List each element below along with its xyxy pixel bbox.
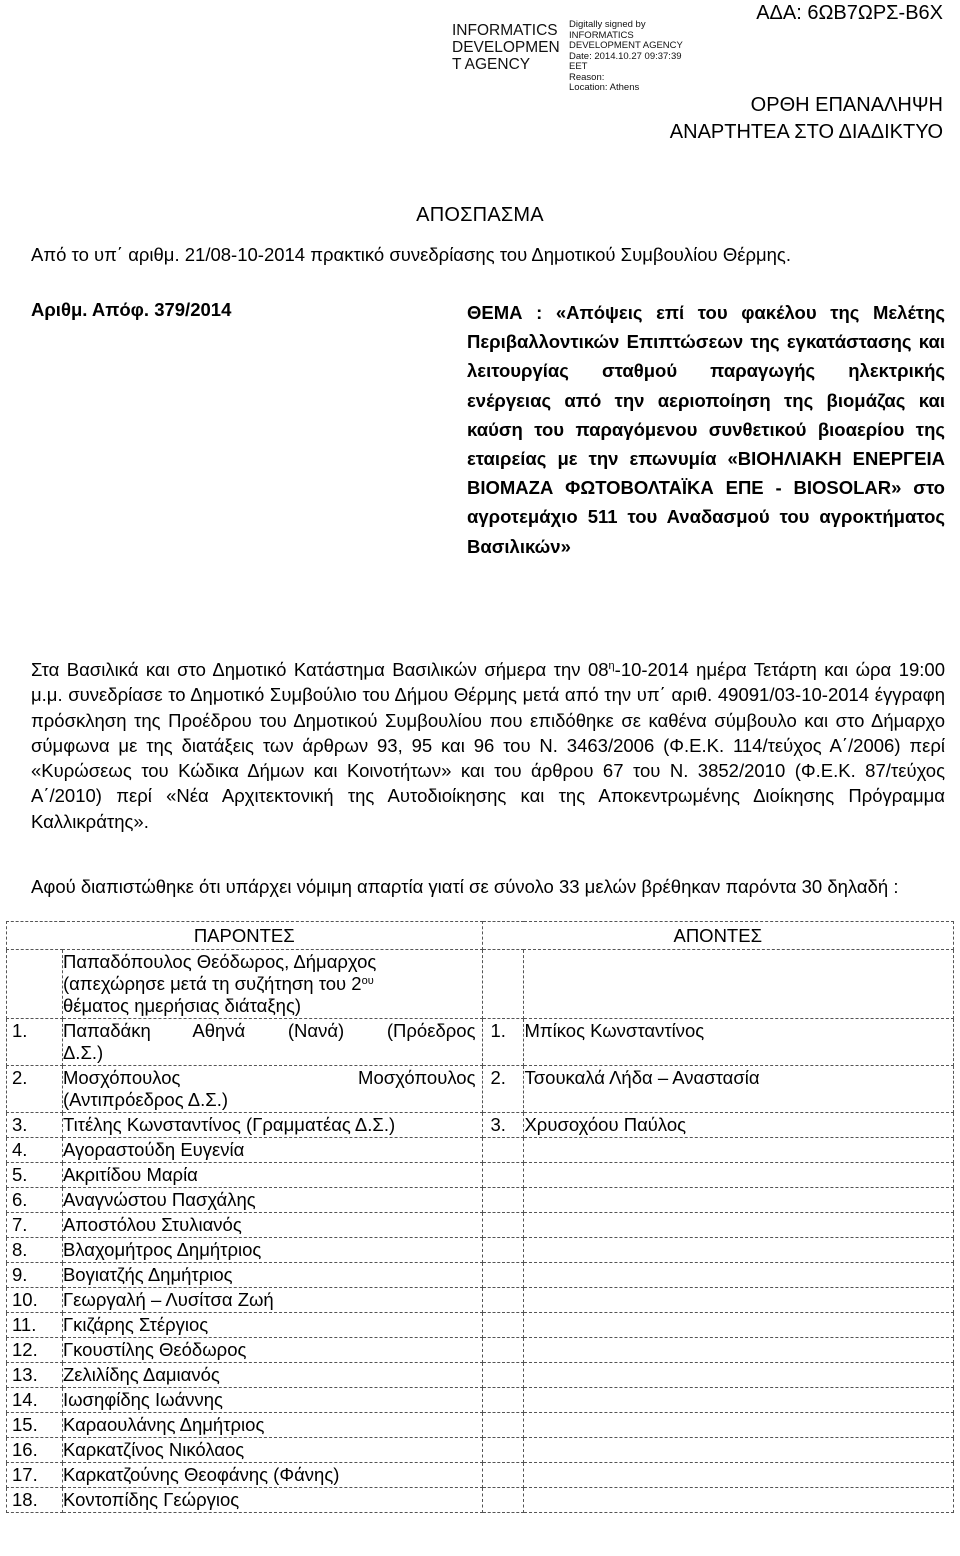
absent-name xyxy=(524,1363,954,1388)
absent-number xyxy=(482,1238,524,1263)
signature-detail-line: Reason: xyxy=(569,71,605,83)
source-minutes-line: Από το υπ΄ αριθμ. 21/08-10-2014 πρακτικό συνεδρίασης του Δημοτικού Συμβουλίου Θέρμης. xyxy=(31,244,791,265)
table-row xyxy=(7,1438,954,1463)
absent-name: Μπίκος Κωνσταντίνος xyxy=(524,1019,954,1066)
table-row xyxy=(7,1138,954,1163)
signature-detail-line: Digitally signed by xyxy=(569,19,646,30)
decision-number: Αριθμ. Απόφ. 379/2014 xyxy=(31,299,232,320)
present-name xyxy=(62,1066,482,1113)
quorum-paragraph: Αφού διαπιστώθηκε ότι υπάρχει νόμιμη απαρτία γιατί σε σύνολο 33 μελών βρέθηκαν παρόντα 30 δηλαδή : xyxy=(31,876,899,897)
present-number: 10. xyxy=(7,1288,63,1313)
mayor-name: Παπαδόπουλος Θεόδωρος, Δήμαρχος xyxy=(62,951,377,972)
signature-detail-line: DEVELOPMENT AGENCY xyxy=(569,40,683,51)
signature-detail-line: Date: 2014.10.27 09:37:39 xyxy=(569,50,682,62)
present-name-line: Ακριτίδου Μαρία xyxy=(62,1164,198,1185)
attendance-table xyxy=(6,921,954,1513)
mayor-row xyxy=(7,950,954,1019)
mayor-note-text: (απεχώρησε μετά τη συζήτηση του 2 xyxy=(62,973,362,994)
present-name xyxy=(62,1113,482,1138)
present-number: 15. xyxy=(7,1413,63,1438)
present-name-line: Γκιζάρης Στέργιος xyxy=(62,1314,209,1335)
present-name xyxy=(62,1288,482,1313)
digital-signature-block xyxy=(452,16,712,94)
absent-name xyxy=(524,1463,954,1488)
present-number: 18. xyxy=(7,1488,63,1513)
absent-name xyxy=(524,1188,954,1213)
ada-code: ΑΔΑ: 6ΩΒ7ΩΡΣ-Β6Χ xyxy=(756,2,943,24)
absent-name: Τσουκαλά Λήδα – Αναστασία xyxy=(524,1066,954,1113)
absent-number xyxy=(482,1438,524,1463)
table-row xyxy=(7,1213,954,1238)
present-name xyxy=(62,1313,482,1338)
present-name xyxy=(62,1213,482,1238)
present-name-line: Ιωσηφίδης Ιωάννης xyxy=(62,1389,223,1410)
present-name-line: Καρκατζούνης Θεοφάνης (Φάνης) xyxy=(62,1464,340,1485)
present-name xyxy=(62,1138,482,1163)
absent-name xyxy=(524,1138,954,1163)
present-name xyxy=(62,1438,482,1463)
present-name xyxy=(62,1263,482,1288)
table-row xyxy=(7,1288,954,1313)
absent-number xyxy=(482,1388,524,1413)
table-row xyxy=(7,1338,954,1363)
absent-name xyxy=(524,1263,954,1288)
signature-organization xyxy=(452,22,560,73)
absent-number xyxy=(482,1288,524,1313)
table-row xyxy=(7,1163,954,1188)
present-name-line: Αποστόλου Στυλιανός xyxy=(62,1214,242,1235)
signature-org-line: DEVELOPMEN xyxy=(452,39,560,56)
correction-notice-line2: ΑΝΑΡΤΗΤΕΑ ΣΤΟ ΔΙΑΔΙΚΤΥΟ xyxy=(669,121,943,143)
present-number: 14. xyxy=(7,1388,63,1413)
absent-name xyxy=(524,1288,954,1313)
present-name-line: (Αντιπρόεδρος Δ.Σ.) xyxy=(62,1089,228,1110)
absent-number: 2. xyxy=(482,1066,524,1113)
table-row xyxy=(7,1388,954,1413)
present-number: 13. xyxy=(7,1363,63,1388)
present-name-line: Γκουστίλης Θεόδωρος xyxy=(62,1339,247,1360)
absent-name xyxy=(524,1338,954,1363)
present-name-line: Κοντοπίδης Γεώργιος xyxy=(62,1489,240,1510)
mayor-cell xyxy=(62,950,482,1019)
signature-org-line: T AGENCY xyxy=(452,56,531,73)
present-name xyxy=(62,1163,482,1188)
present-name-line: Ζελιλίδης Δαμιανός xyxy=(62,1364,220,1385)
session-paragraph xyxy=(31,657,945,834)
absent-name xyxy=(524,1238,954,1263)
present-name-line: Βογιατζής Δημήτριος xyxy=(62,1264,233,1285)
document-title: ΑΠΟΣΠΑΣΜΑ xyxy=(416,204,544,226)
signature-detail-line: Location: Athens xyxy=(569,82,640,93)
decision-subject: ΘΕΜΑ : «Απόψεις επί του φακέλου της Μελέτης Περιβαλλοντικών Επιπτώσεων της εγκατάστασης και λειτουργίας σταθμού παραγωγής ηλεκτρικής ενέργειας από την αεριοποίηση της βιομάζας και καύση του παραγόμενου συνθετικού βιοαερίου της εταιρείας με την επωνυμία «ΒΙΟΗΛΙΑΚΗ ΕΝΕΡΓΕΙΑ ΒΙΟΜΑΖΑ ΦΩΤΟΒΟΛΤΑΪΚΑ ΕΠΕ - BIOSOLAR» στο αγροτεμάχιο 511 του Αναδασμού του αγροκτήματος Βασιλικών» xyxy=(467,302,945,557)
absent-number xyxy=(482,1263,524,1288)
present-number: 7. xyxy=(7,1213,63,1238)
present-name xyxy=(62,1338,482,1363)
present-name-line: Δ.Σ.) xyxy=(62,1042,104,1063)
present-name xyxy=(62,1188,482,1213)
signature-details xyxy=(569,20,683,94)
present-number: 12. xyxy=(7,1338,63,1363)
signature-org-line: INFORMATICS xyxy=(452,22,558,39)
present-name xyxy=(62,1463,482,1488)
table-row xyxy=(7,1463,954,1488)
mayor-note-superscript: ου xyxy=(361,975,374,987)
absent-number: 3. xyxy=(482,1113,524,1138)
table-row xyxy=(7,1113,954,1138)
mayor-note-cont: θέματος ημερήσιας διάταξης) xyxy=(62,995,302,1016)
absent-number xyxy=(482,1413,524,1438)
absent-number xyxy=(482,1313,524,1338)
absent-name xyxy=(524,1388,954,1413)
present-name-line: Καρκατζίνος Νικόλαος xyxy=(62,1439,245,1460)
absent-number xyxy=(482,1338,524,1363)
present-name xyxy=(62,1413,482,1438)
absent-name xyxy=(524,1163,954,1188)
mayor-note xyxy=(63,973,476,995)
present-name xyxy=(62,1488,482,1513)
present-name-line: Βλαχομήτρος Δημήτριος xyxy=(62,1239,262,1260)
absent-name xyxy=(524,1313,954,1338)
absent-number xyxy=(482,1188,524,1213)
present-header: ΠΑΡΟΝΤΕΣ xyxy=(7,922,483,950)
correction-notice-line1: ΟΡΘΗ ΕΠΑΝΑΛΗΨΗ xyxy=(750,94,943,116)
present-name xyxy=(62,1238,482,1263)
attendance-header-row xyxy=(7,922,954,950)
table-row xyxy=(7,1313,954,1338)
present-name-line: Τιτέλης Κωνσταντίνος (Γραμματέας Δ.Σ.) xyxy=(62,1114,396,1135)
absent-number xyxy=(482,1163,524,1188)
present-name xyxy=(62,1363,482,1388)
signature-detail-line: INFORMATICS xyxy=(569,29,634,41)
absent-number xyxy=(482,1488,524,1513)
ordinal-superscript: η xyxy=(608,660,615,672)
absent-name xyxy=(524,1413,954,1438)
signature-detail-line: EET xyxy=(569,61,588,72)
absent-name xyxy=(524,1488,954,1513)
table-row xyxy=(7,1188,954,1213)
absent-name xyxy=(524,1213,954,1238)
table-row xyxy=(7,1413,954,1438)
absent-name: Χρυσοχόου Παύλος xyxy=(524,1113,954,1138)
present-number: 8. xyxy=(7,1238,63,1263)
present-name-line: Αναγνώστου Πασχάλης xyxy=(62,1189,256,1210)
absent-number: 1. xyxy=(482,1019,524,1066)
session-text-rest: -10-2014 ημέρα Τετάρτη και ώρα 19:00 μ.μ. συνεδρίασε το Δημοτικό Συμβούλιο του Δήμου Θέρμης μετά από την υπ΄ αριθ. 49091/03-10-2014 έγγραφη πρόσκληση της Προέδρου του Δημοτικού Συμβουλίου που επιδόθηκε σε καθένα σύμβουλο και στο Δήμαρχο σύμφωνα με της διατάξεις των άρθρων 93, 95 και 96 του Ν. 3463/2006 (Φ.Ε.Κ. 114/τεύχος Α΄/2006) περί «Κυρώσεως του Κώδικα Δήμων και Κοινοτήτων» και του άρθρου 67 του Ν. 3852/2010 (Φ.Ε.Κ. 87/τεύχος Α΄/2010) περί «Νέα Αρχιτεκτονική της Αυτοδιοίκησης και της Αποκεντρωμένης Διοίκησης Πρόγραμμα Καλλικράτης». xyxy=(31,659,945,832)
present-name-line: Μοσχόπουλος Μοσχόπουλος xyxy=(62,1067,476,1088)
table-row xyxy=(7,1363,954,1388)
session-text-start: Στα Βασιλικά και στο Δημοτικό Κατάστημα Βασιλικών σήμερα την 08 xyxy=(31,659,609,680)
present-number: 6. xyxy=(7,1188,63,1213)
present-name-line: Αγοραστούδη Ευγενία xyxy=(62,1139,245,1160)
present-name xyxy=(62,1019,482,1066)
table-row xyxy=(7,1488,954,1513)
present-number: 2. xyxy=(7,1066,63,1113)
present-number: 5. xyxy=(7,1163,63,1188)
table-row xyxy=(7,1019,954,1066)
absent-number xyxy=(482,1363,524,1388)
present-name-line: Παπαδάκη Αθηνά (Νανά) (Πρόεδρος xyxy=(62,1020,476,1041)
absent-number xyxy=(482,1138,524,1163)
present-number: 16. xyxy=(7,1438,63,1463)
present-number: 17. xyxy=(7,1463,63,1488)
table-row xyxy=(7,1066,954,1113)
present-number: 1. xyxy=(7,1019,63,1066)
absent-header: ΑΠΟΝΤΕΣ xyxy=(482,922,954,950)
present-number: 4. xyxy=(7,1138,63,1163)
table-row xyxy=(7,1238,954,1263)
absent-number xyxy=(482,1213,524,1238)
present-name-line: Γεωργαλή – Λυσίτσα Ζωή xyxy=(62,1289,274,1310)
present-name xyxy=(62,1388,482,1413)
absent-number xyxy=(482,1463,524,1488)
present-number: 3. xyxy=(7,1113,63,1138)
present-name-line: Καραουλάνης Δημήτριος xyxy=(62,1414,265,1435)
present-number: 9. xyxy=(7,1263,63,1288)
table-row xyxy=(7,1263,954,1288)
present-number: 11. xyxy=(7,1313,63,1338)
absent-name xyxy=(524,1438,954,1463)
